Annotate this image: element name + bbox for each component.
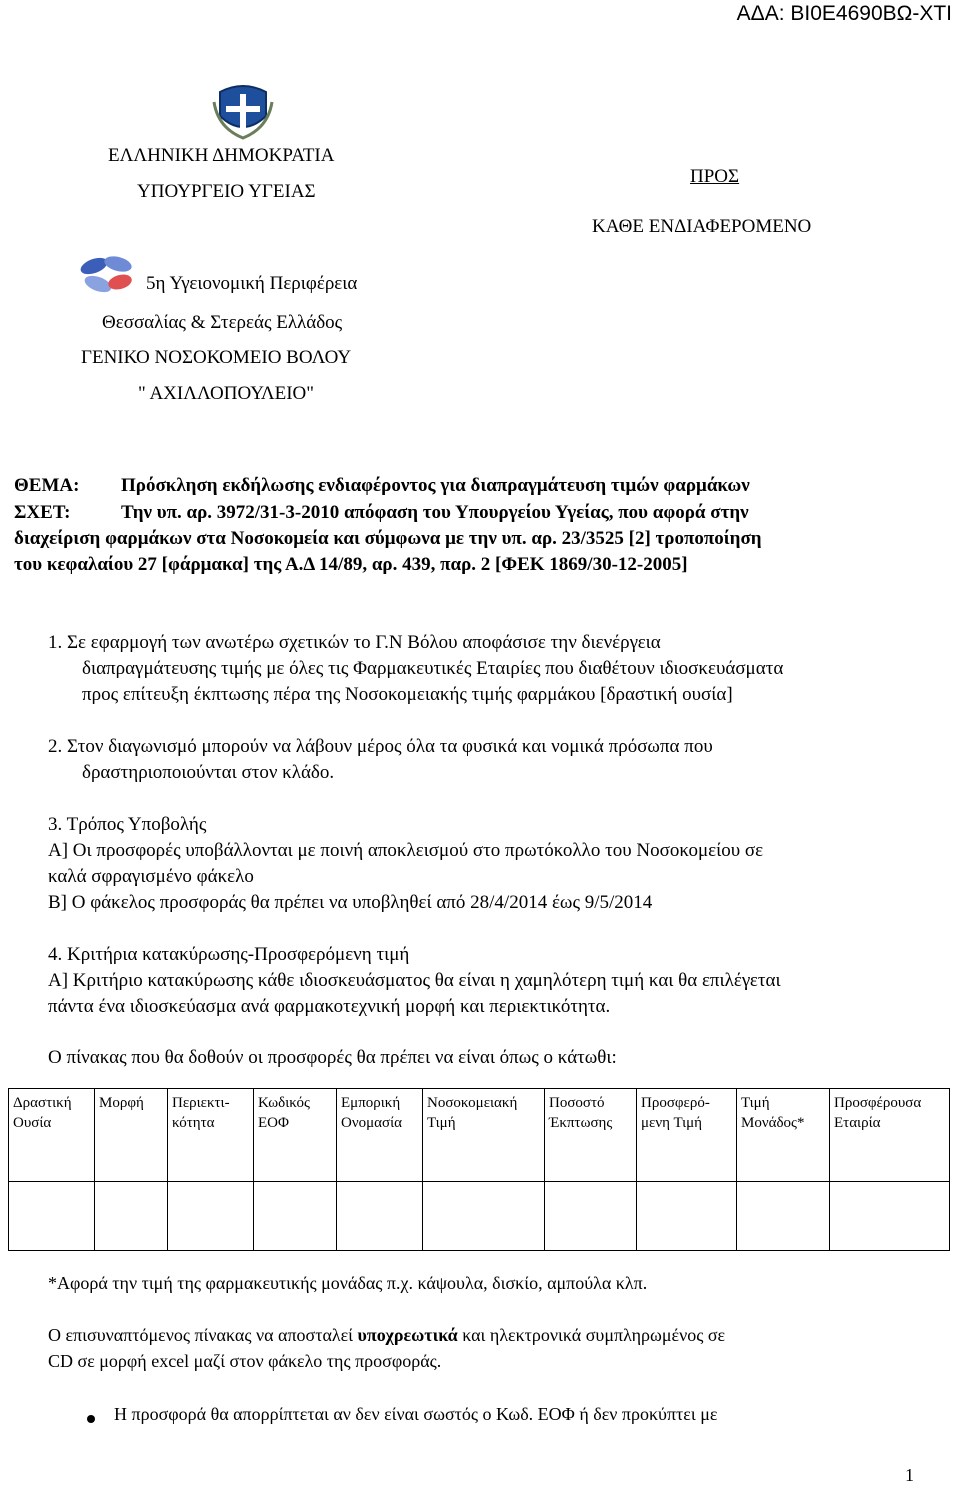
reference-line-2: διαχείριση φαρμάκων στα Νοσοκομεία και σύμφωνα με την υπ. αρ. 23/3525 [2] τροποποίηση [14,528,762,549]
section-4-line-a: Α] Κριτήριο κατακύρωσης κάθε ιδιοσκευάσματος θα είναι η χαμηλότερη τιμή και θα επιλέγεται [48,970,781,991]
reference-line-1: Την υπ. αρ. 3972/31-3-2010 απόφαση του Υπουργείου Υγείας, που αφορά στην [121,502,749,523]
section-1-line-2: διαπραγμάτευσης τιμής με όλες τις Φαρμακευτικές Εταιρίες που διαθέτουν ιδιοσκευάσματα [82,658,784,679]
col-header-trade-name: Εμπορική Ονομασία [337,1089,423,1182]
col-header-hospital-price: Νοσοκομειακή Τιμή [423,1089,545,1182]
attachment-line-2: CD σε μορφή excel μαζί στον φάκελο της προσφοράς. [48,1351,442,1371]
section-4-line-a2: πάντα ένα ιδιοσκεύασμα ανά φαρμακοτεχνική μορφή και περιεκτικότητα. [48,996,611,1017]
subject-label: ΘΕΜΑ: [14,475,80,496]
col-header-form: Μορφή [95,1089,168,1182]
hospital-title: " ΑΧΙΛΛΟΠΟΥΛΕΙΟ" [138,383,315,404]
reference-line-3: του κεφαλαίου 27 [φάρμακα] της Α.Δ 14/89, αρ. 439, παρ. 2 [ΦΕΚ 1869/30-12-2005] [14,554,688,575]
table-intro: Ο πίνακας που θα δοθούν οι προσφορές θα πρέπει να είναι όπως ο κάτωθι: [48,1047,617,1068]
page-number: 1 [905,1465,914,1485]
col-header-company: Προσφέρουσα Εταιρία [830,1089,950,1182]
col-header-strength: Περιεκτι- κότητα [168,1089,254,1182]
col-header-active-substance: Δραστική Ουσία [9,1089,95,1182]
unit-price-note: *Αφορά την τιμή της φαρμακευτικής μονάδας π.χ. κάψουλα, δισκίο, αμπούλα κλπ. [48,1273,648,1293]
section-1-line-3: προς επίτευξη έκπτωσης πέρα της Νοσοκομειακής τιμής φαρμάκου [δραστική ουσία] [82,684,733,705]
bullet-item-1: Η προσφορά θα απορρίπτεται αν δεν είναι σωστός ο Κωδ. ΕΟΦ ή δεν προκύπτει με [114,1404,718,1424]
attachment-line-1: Ο επισυναπτόμενος πίνακας να αποσταλεί υποχρεωτικά και ηλεκτρονικά συμπληρωμένος σε [48,1325,726,1345]
table-header-row [9,1089,950,1182]
subject-text: Πρόσκληση εκδήλωσης ενδιαφέροντος για διαπραγμάτευση τιμών φαρμάκων [121,475,750,496]
col-header-offered-price: Προσφερό- μενη Τιμή [637,1089,737,1182]
hospital-name: ΓΕΝΙΚΟ ΝΟΣΟΚΟΜΕΙΟ ΒΟΛΟΥ [81,347,352,368]
bullet-icon [87,1410,95,1428]
section-1-line-1: 1. Σε εφαρμογή των ανωτέρω σχετικών το Γ.Ν Βόλου αποφάσισε την διενέργεια [48,632,661,653]
section-3-line-a2: καλά σφραγισμένο φάκελο [48,866,254,887]
ada-code: ΑΔΑ: ΒΙ0Ε4690ΒΩ-ΧΤΙ [736,2,952,25]
section-3-line-a: Α] Οι προσφορές υποβάλλονται με ποινή αποκλεισμού στο πρωτόκολλο του Νοσοκομείου σε [48,840,764,861]
health-region-logo-icon [78,252,136,301]
section-4-heading: 4. Κριτήρια κατακύρωσης-Προσφερόμενη τιμή [48,944,410,965]
section-3-heading: 3. Τρόπος Υποβολής [48,814,207,835]
section-2-line-1: 2. Στον διαγωνισμό μπορούν να λάβουν μέρος όλα τα φυσικά και νομικά πρόσωπα που [48,736,713,757]
to-recipient: ΚΑΘΕ ΕΝΔΙΑΦΕΡΟΜΕΝΟ [592,216,812,237]
coat-of-arms-icon [212,82,274,145]
ministry-heading: ΥΠΟΥΡΓΕΙΟ ΥΓΕΙΑΣ [137,181,316,202]
region-line-1: 5η Υγειονομική Περιφέρεια [146,273,358,294]
col-header-eof-code: Κωδικός ΕΟΦ [254,1089,337,1182]
col-header-unit-price: Τιμή Μονάδος* [737,1089,830,1182]
to-label: ΠΡΟΣ [690,166,740,187]
section-2-line-2: δραστηριοποιούνται στον κλάδο. [82,762,335,783]
region-line-2: Θεσσαλίας & Στερεάς Ελλάδος [102,312,343,333]
offers-table [8,1088,950,1251]
table-row [9,1182,950,1251]
section-3-line-b: Β] Ο φάκελος προσφοράς θα πρέπει να υποβληθεί από 28/4/2014 έως 9/5/2014 [48,892,653,913]
col-header-discount: Ποσοστό Έκπτωσης [545,1089,637,1182]
republic-heading: ΕΛΛΗΝΙΚΗ ΔΗΜΟΚΡΑΤΙΑ [108,145,335,166]
reference-label: ΣΧΕΤ: [14,502,71,523]
